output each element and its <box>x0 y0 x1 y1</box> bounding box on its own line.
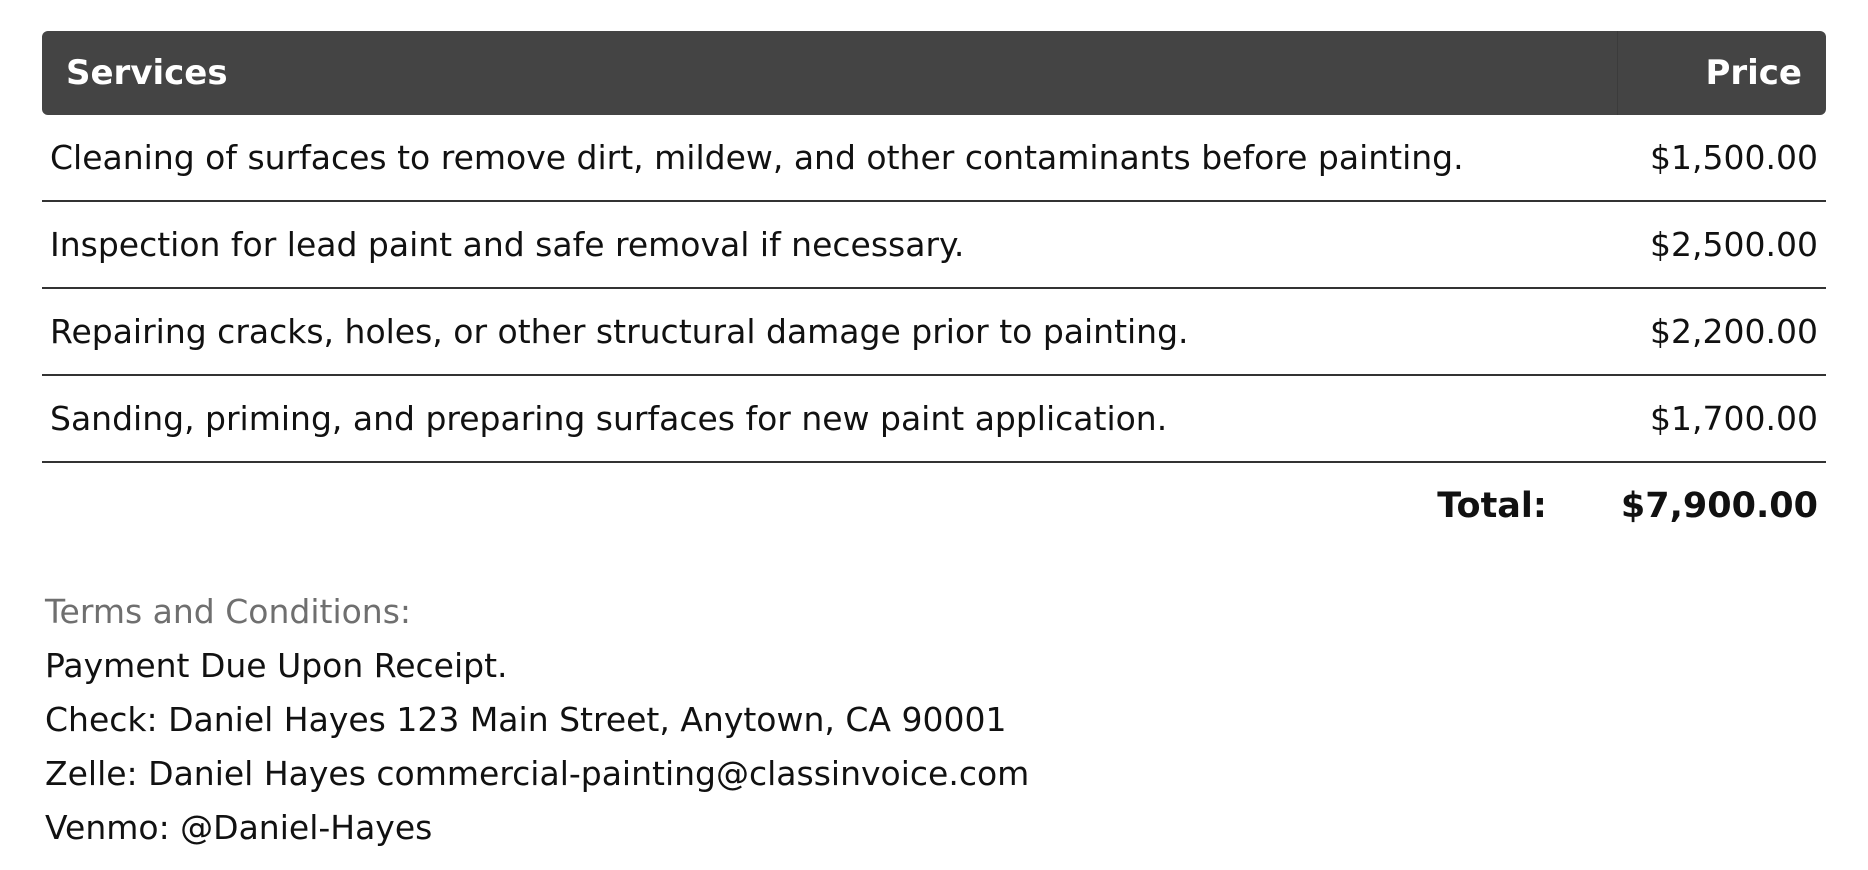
price-column-header: Price <box>1617 31 1826 115</box>
service-description: Cleaning of surfaces to remove dirt, mildew, and other contaminants before painting. <box>42 115 1617 202</box>
terms-venmo-info: Venmo: @Daniel-Hayes <box>45 808 433 847</box>
table-row <box>42 289 1826 376</box>
service-description: Inspection for lead paint and safe removal if necessary. <box>42 202 1617 289</box>
terms-title: Terms and Conditions: <box>45 592 412 631</box>
service-price: $1,500.00 <box>1617 115 1826 202</box>
total-label: Total: <box>1437 486 1547 526</box>
service-description: Repairing cracks, holes, or other structural damage prior to painting. <box>42 289 1617 376</box>
total-row <box>42 463 1826 549</box>
service-price: $2,500.00 <box>1617 202 1826 289</box>
service-price: $1,700.00 <box>1617 376 1826 463</box>
services-table <box>42 31 1826 463</box>
table-row <box>42 202 1826 289</box>
terms-payment-due: Payment Due Upon Receipt. <box>45 646 508 685</box>
terms-section <box>42 585 1826 855</box>
table-row <box>42 376 1826 463</box>
services-column-header: Services <box>42 31 1617 115</box>
table-header-row <box>42 31 1826 115</box>
terms-check-info: Check: Daniel Hayes 123 Main Street, Anytown, CA 90001 <box>45 700 1007 739</box>
invoice-section <box>42 31 1826 855</box>
service-price: $2,200.00 <box>1617 289 1826 376</box>
table-row <box>42 115 1826 202</box>
terms-zelle-info: Zelle: Daniel Hayes commercial-painting@classinvoice.com <box>45 754 1030 793</box>
service-description: Sanding, priming, and preparing surfaces for new paint application. <box>42 376 1617 463</box>
total-amount: $7,900.00 <box>1620 486 1818 526</box>
